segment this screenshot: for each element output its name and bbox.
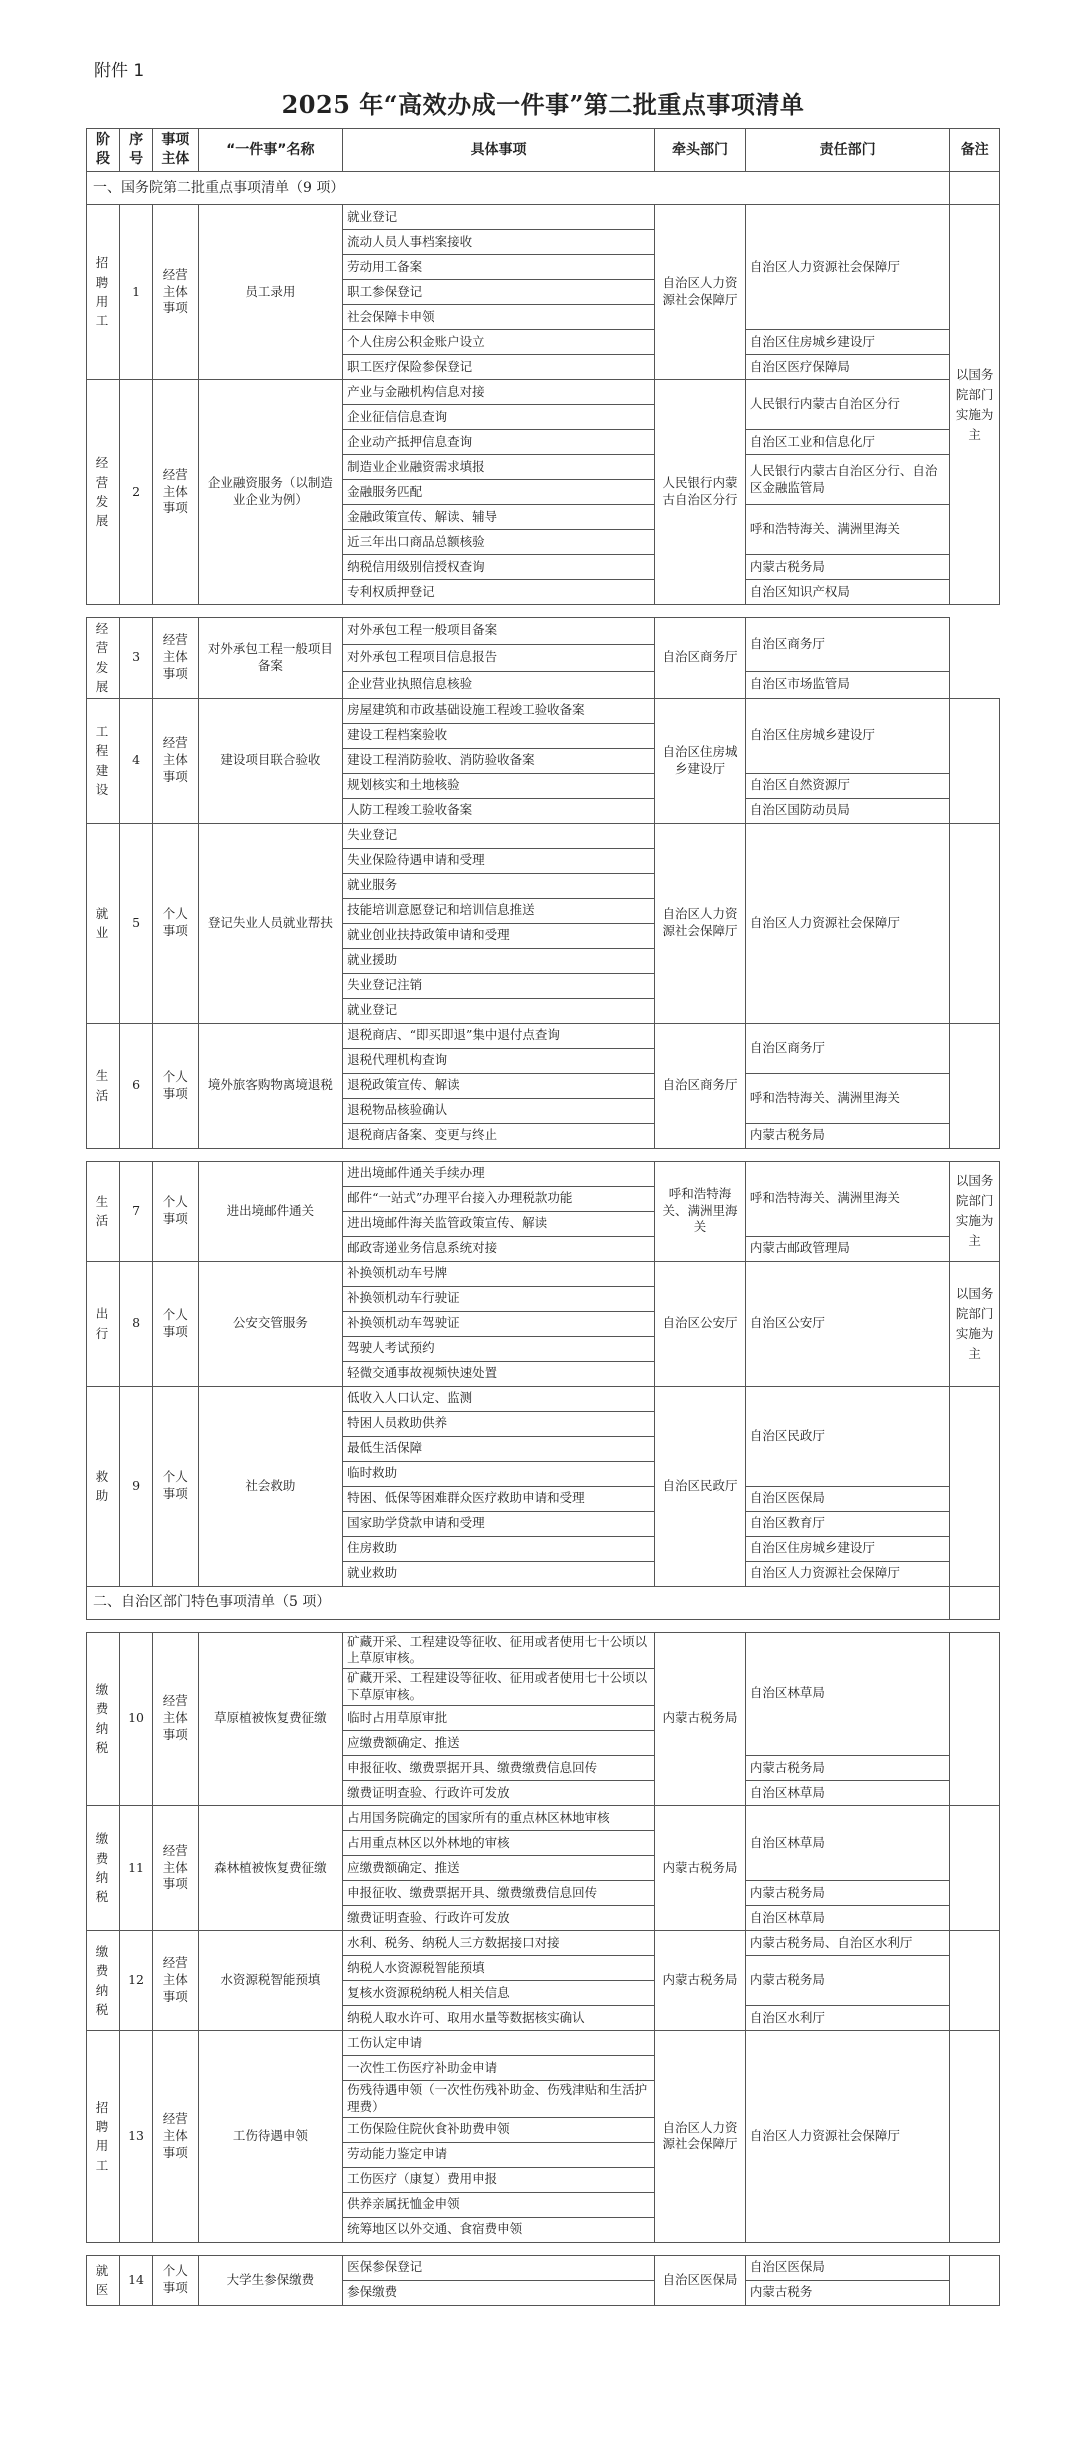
resp-dept-cell: 呼和浩特海关、满洲里海关 [745,1161,949,1236]
specific-item-cell: 纳税人水资源税智能预填 [343,1956,655,1981]
resp-dept-cell: 自治区民政厅 [745,1386,949,1486]
specific-item-cell: 医保参保登记 [343,2255,655,2280]
specific-item-cell: 退税物品核验确认 [343,1098,655,1123]
lead-dept-cell: 人民银行内蒙古自治区分行 [655,380,746,605]
lead-dept-cell: 自治区医保局 [655,2255,746,2305]
stage-cell: 救助 [87,1386,120,1586]
stage-cell: 缴费纳税 [87,1931,120,2031]
specific-item-cell: 工伤保险住院伙食补助费申领 [343,2117,655,2142]
subject-cell: 个人事项 [153,1386,198,1586]
remark-cell [950,1632,1000,1806]
no-cell: 10 [120,1632,153,1806]
resp-dept-cell: 自治区人力资源社会保障厅 [745,2031,949,2243]
table-row [87,1161,1000,1186]
gap-cell [87,1619,1000,1632]
specific-item-cell: 补换领机动车号牌 [343,1261,655,1286]
resp-dept-cell: 自治区林草局 [745,1781,949,1806]
remark-cell [950,1023,1000,1148]
resp-dept-cell: 自治区商务厅 [745,1023,949,1073]
specific-item-cell: 驾驶人考试预约 [343,1336,655,1361]
document-page [86,44,1000,2306]
no-cell: 13 [120,2031,153,2243]
resp-dept-cell: 自治区商务厅 [745,618,949,672]
resp-dept-cell: 自治区自然资源厅 [745,773,949,798]
resp-dept-cell: 内蒙古税务局、自治区水利厅 [745,1931,949,1956]
stage-cell: 经营发展 [87,618,120,699]
document-title: 2025 年“高效办成一件事”第二批重点事项清单 [281,90,805,119]
gap-cell [87,1148,1000,1161]
no-cell: 7 [120,1161,153,1261]
specific-item-cell: 占用重点林区以外林地的审核 [343,1831,655,1856]
item-name-cell: 建设项目联合验收 [198,698,343,823]
specific-item-cell: 流动人员人事档案接收 [343,230,655,255]
specific-item-cell: 金融政策宣传、解读、辅导 [343,505,655,530]
subject-cell: 个人事项 [153,823,198,1023]
remark-cell: 以国务院部门实施为主 [950,205,1000,605]
subject-cell: 经营主体事项 [153,1632,198,1806]
section-row [87,1586,1000,1619]
no-cell: 8 [120,1261,153,1386]
table-row [87,698,1000,723]
specific-item-cell: 纳税人取水许可、取用水量等数据核实确认 [343,2006,655,2031]
specific-item-cell: 供养亲属抚恤金申领 [343,2192,655,2217]
resp-dept-cell: 自治区林草局 [745,1806,949,1881]
lead-dept-cell: 内蒙古税务局 [655,1632,746,1806]
specific-item-cell: 退税商店备案、变更与终止 [343,1123,655,1148]
lead-dept-cell: 自治区商务厅 [655,1023,746,1148]
table-row [87,1632,1000,1669]
resp-dept-cell: 自治区医疗保障局 [745,355,949,380]
specific-item-cell: 工伤认定申请 [343,2031,655,2056]
table-row [87,1023,1000,1048]
specific-item-cell: 企业营业执照信息核验 [343,671,655,698]
specific-item-cell: 占用国务院确定的国家所有的重点林区林地审核 [343,1806,655,1831]
table-row [87,2255,1000,2280]
lead-dept-cell: 自治区人力资源社会保障厅 [655,823,746,1023]
resp-dept-cell: 内蒙古税务 [745,2280,949,2305]
item-name-cell: 员工录用 [198,205,343,380]
specific-item-cell: 职工医疗保险参保登记 [343,355,655,380]
item-name-cell: 大学生参保缴费 [198,2255,343,2305]
table-row [87,380,1000,405]
specific-item-cell: 水利、税务、纳税人三方数据接口对接 [343,1931,655,1956]
table-row [87,205,1000,230]
col-header-remark: 备注 [950,129,1000,172]
specific-item-cell: 进出境邮件通关手续办理 [343,1161,655,1186]
remark-cell: 以国务院部门实施为主 [950,1261,1000,1386]
stage-cell: 缴费纳税 [87,1806,120,1931]
specific-item-cell: 国家助学贷款申请和受理 [343,1511,655,1536]
specific-item-cell: 住房救助 [343,1536,655,1561]
specific-item-cell: 低收入人口认定、监测 [343,1386,655,1411]
specific-item-cell: 近三年出口商品总额核验 [343,530,655,555]
col-header-no: 序号 [120,129,153,172]
table-row [87,823,1000,848]
resp-dept-cell: 自治区医保局 [745,2255,949,2280]
item-name-cell: 公安交管服务 [198,1261,343,1386]
subject-cell: 经营主体事项 [153,698,198,823]
resp-dept-cell: 内蒙古税务局 [745,1956,949,2006]
resp-dept-cell: 自治区人力资源社会保障厅 [745,205,949,330]
resp-dept-cell: 自治区水利厅 [745,2006,949,2031]
attachment-label: 附件 1 [94,61,145,81]
table-row [87,1261,1000,1286]
specific-item-cell: 劳动用工备案 [343,255,655,280]
item-name-cell: 工伤待遇申领 [198,2031,343,2243]
specific-item-cell: 就业登记 [343,998,655,1023]
specific-item-cell: 房屋建筑和市政基础设施工程竣工验收备案 [343,698,655,723]
no-cell: 4 [120,698,153,823]
resp-dept-cell: 自治区公安厅 [745,1261,949,1386]
resp-dept-cell: 人民银行内蒙古自治区分行、自治区金融监管局 [745,455,949,505]
lead-dept-cell: 呼和浩特海关、满洲里海关 [655,1161,746,1261]
lead-dept-cell: 内蒙古税务局 [655,1806,746,1931]
specific-item-cell: 应缴费额确定、推送 [343,1856,655,1881]
specific-item-cell: 技能培训意愿登记和培训信息推送 [343,898,655,923]
lead-dept-cell: 自治区人力资源社会保障厅 [655,205,746,380]
specific-item-cell: 劳动能力鉴定申请 [343,2142,655,2167]
resp-dept-cell: 自治区林草局 [745,1632,949,1756]
subject-cell: 个人事项 [153,1161,198,1261]
remark-cell [950,2255,1000,2305]
specific-item-cell: 就业援助 [343,948,655,973]
resp-dept-cell: 自治区人力资源社会保障厅 [745,823,949,1023]
section-title-2: 二、自治区部门特色事项清单（5 项） [87,1586,950,1619]
section-remark-cell [950,1586,1000,1619]
gap-cell [87,2242,1000,2255]
table-row [87,1931,1000,1956]
resp-dept-cell: 内蒙古税务局 [745,555,949,580]
specific-item-cell: 失业保险待遇申请和受理 [343,848,655,873]
subject-cell: 经营主体事项 [153,205,198,380]
item-name-cell: 水资源税智能预填 [198,1931,343,2031]
table-row [87,1806,1000,1831]
no-cell: 11 [120,1806,153,1931]
specific-item-cell: 进出境邮件海关监管政策宣传、解读 [343,1211,655,1236]
lead-dept-cell: 自治区商务厅 [655,618,746,699]
item-name-cell: 森林植被恢复费征缴 [198,1806,343,1931]
section-gap [87,1619,1000,1632]
specific-item-cell: 特困、低保等困难群众医疗救助申请和受理 [343,1486,655,1511]
resp-dept-cell: 自治区工业和信息化厅 [745,430,949,455]
resp-dept-cell: 内蒙古税务局 [745,1123,949,1148]
section-title-1: 一、国务院第二批重点事项清单（9 项） [87,172,950,205]
specific-item-cell: 补换领机动车行驶证 [343,1286,655,1311]
no-cell: 12 [120,1931,153,2031]
specific-item-cell: 缴费证明查验、行政许可发放 [343,1906,655,1931]
specific-item-cell: 制造业企业融资需求填报 [343,455,655,480]
remark-cell: 以国务院部门实施为主 [950,1161,1000,1261]
table-row [87,1386,1000,1411]
subject-cell: 经营主体事项 [153,380,198,605]
specific-item-cell: 临时救助 [343,1461,655,1486]
specific-item-cell: 伤残待遇申领（一次性伤残补助金、伤残津贴和生活护理费） [343,2081,655,2118]
no-cell: 9 [120,1386,153,1586]
item-name-cell: 社会救助 [198,1386,343,1586]
resp-dept-cell: 自治区医保局 [745,1486,949,1511]
specific-item-cell: 邮件“一站式”办理平台接入办理税款功能 [343,1186,655,1211]
specific-item-cell: 金融服务匹配 [343,480,655,505]
specific-item-cell: 工伤医疗（康复）费用申报 [343,2167,655,2192]
specific-item-cell: 社会保障卡申领 [343,305,655,330]
stage-cell: 招聘用工 [87,205,120,380]
specific-item-cell: 轻微交通事故视频快速处置 [343,1361,655,1386]
specific-item-cell: 对外承包工程项目信息报告 [343,644,655,671]
specific-item-cell: 临时占用草原审批 [343,1706,655,1731]
specific-item-cell: 职工参保登记 [343,280,655,305]
resp-dept-cell: 自治区知识产权局 [745,580,949,605]
resp-dept-cell: 人民银行内蒙古自治区分行 [745,380,949,430]
table-header-row [87,129,1000,172]
specific-item-cell: 纳税信用级别信授权查询 [343,555,655,580]
specific-item-cell: 复核水资源税纳税人相关信息 [343,1981,655,2006]
lead-dept-cell: 自治区人力资源社会保障厅 [655,2031,746,2243]
specific-item-cell: 人防工程竣工验收备案 [343,798,655,823]
specific-item-cell: 特困人员救助供养 [343,1411,655,1436]
stage-cell: 生活 [87,1161,120,1261]
no-cell: 5 [120,823,153,1023]
col-header-stage: 阶段 [87,129,120,172]
item-name-cell: 进出境邮件通关 [198,1161,343,1261]
subject-cell: 个人事项 [153,1261,198,1386]
remark-cell [950,1806,1000,1931]
specific-item-cell: 最低生活保障 [343,1436,655,1461]
resp-dept-cell: 呼和浩特海关、满洲里海关 [745,1073,949,1123]
resp-dept-cell: 自治区市场监管局 [745,671,949,698]
specific-item-cell: 企业征信信息查询 [343,405,655,430]
col-header-lead: 牵头部门 [655,129,746,172]
section-row [87,172,1000,205]
resp-dept-cell: 自治区林草局 [745,1906,949,1931]
specific-item-cell: 个人住房公积金账户设立 [343,330,655,355]
no-cell: 3 [120,618,153,699]
no-cell: 1 [120,205,153,380]
specific-item-cell: 就业服务 [343,873,655,898]
specific-item-cell: 统筹地区以外交通、食宿费申领 [343,2217,655,2242]
section-remark-cell [950,172,1000,205]
specific-item-cell: 补换领机动车驾驶证 [343,1311,655,1336]
items-table [86,128,1000,2306]
item-name-cell: 境外旅客购物离境退税 [198,1023,343,1148]
subject-cell: 经营主体事项 [153,1931,198,2031]
specific-item-cell: 对外承包工程一般项目备案 [343,618,655,645]
specific-item-cell: 一次性工伤医疗补助金申请 [343,2056,655,2081]
resp-dept-cell: 自治区住房城乡建设厅 [745,1536,949,1561]
col-header-subject: 事项主体 [153,129,198,172]
specific-item-cell: 申报征收、缴费票据开具、缴费缴费信息回传 [343,1756,655,1781]
stage-cell: 工程建设 [87,698,120,823]
resp-dept-cell: 自治区住房城乡建设厅 [745,698,949,773]
section-gap [87,1148,1000,1161]
resp-dept-cell: 呼和浩特海关、满洲里海关 [745,505,949,555]
specific-item-cell: 失业登记 [343,823,655,848]
subject-cell: 个人事项 [153,2255,198,2305]
stage-cell: 招聘用工 [87,2031,120,2243]
stage-cell: 生活 [87,1023,120,1148]
stage-cell: 缴费纳税 [87,1632,120,1806]
specific-item-cell: 邮政寄递业务信息系统对接 [343,1236,655,1261]
specific-item-cell: 建设工程档案验收 [343,723,655,748]
specific-item-cell: 失业登记注销 [343,973,655,998]
specific-item-cell: 规划核实和土地核验 [343,773,655,798]
item-name-cell: 对外承包工程一般项目备案 [198,618,343,699]
subject-cell: 经营主体事项 [153,618,198,699]
item-name-cell: 登记失业人员就业帮扶 [198,823,343,1023]
specific-item-cell: 就业创业扶持政策申请和受理 [343,923,655,948]
no-cell: 6 [120,1023,153,1148]
resp-dept-cell: 内蒙古税务局 [745,1881,949,1906]
specific-item-cell: 缴费证明查验、行政许可发放 [343,1781,655,1806]
resp-dept-cell: 自治区住房城乡建设厅 [745,330,949,355]
table-row [87,618,1000,645]
remark-cell [950,2031,1000,2243]
item-name-cell: 企业融资服务（以制造业企业为例） [198,380,343,605]
resp-dept-cell: 自治区教育厅 [745,1511,949,1536]
resp-dept-cell: 内蒙古邮政管理局 [745,1236,949,1261]
no-cell: 14 [120,2255,153,2305]
specific-item-cell: 矿藏开采、工程建设等征收、征用或者使用七十公顷以下草原审核。 [343,1669,655,1706]
specific-item-cell: 退税政策宣传、解读 [343,1073,655,1098]
specific-item-cell: 参保缴费 [343,2280,655,2305]
remark-cell [950,698,1000,823]
resp-dept-cell: 自治区国防动员局 [745,798,949,823]
no-cell: 2 [120,380,153,605]
stage-cell: 出行 [87,1261,120,1386]
lead-dept-cell: 自治区住房城乡建设厅 [655,698,746,823]
subject-cell: 经营主体事项 [153,2031,198,2243]
specific-item-cell: 退税代理机构查询 [343,1048,655,1073]
subject-cell: 个人事项 [153,1023,198,1148]
table-row [87,2031,1000,2056]
col-header-resp: 责任部门 [745,129,949,172]
specific-item-cell: 建设工程消防验收、消防验收备案 [343,748,655,773]
specific-item-cell: 矿藏开采、工程建设等征收、征用或者使用七十公顷以上草原审核。 [343,1632,655,1669]
stage-cell: 就医 [87,2255,120,2305]
remark-cell [950,1931,1000,2031]
section-gap [87,605,1000,618]
specific-item-cell: 就业登记 [343,205,655,230]
specific-item-cell: 专利权质押登记 [343,580,655,605]
specific-item-cell: 就业救助 [343,1561,655,1586]
specific-item-cell: 企业动产抵押信息查询 [343,430,655,455]
item-name-cell: 草原植被恢复费征缴 [198,1632,343,1806]
remark-cell [950,823,1000,1023]
lead-dept-cell: 自治区民政厅 [655,1386,746,1586]
stage-cell: 经营发展 [87,380,120,605]
specific-item-cell: 退税商店、“即买即退”集中退付点查询 [343,1023,655,1048]
stage-cell: 就业 [87,823,120,1023]
section-gap [87,2242,1000,2255]
specific-item-cell: 应缴费额确定、推送 [343,1731,655,1756]
remark-cell [950,1386,1000,1586]
gap-cell [87,605,1000,618]
resp-dept-cell: 内蒙古税务局 [745,1756,949,1781]
lead-dept-cell: 内蒙古税务局 [655,1931,746,2031]
col-header-name: “一件事”名称 [198,129,343,172]
specific-item-cell: 申报征收、缴费票据开具、缴费缴费信息回传 [343,1881,655,1906]
specific-item-cell: 产业与金融机构信息对接 [343,380,655,405]
resp-dept-cell: 自治区人力资源社会保障厅 [745,1561,949,1586]
lead-dept-cell: 自治区公安厅 [655,1261,746,1386]
subject-cell: 经营主体事项 [153,1806,198,1931]
col-header-items: 具体事项 [343,129,655,172]
